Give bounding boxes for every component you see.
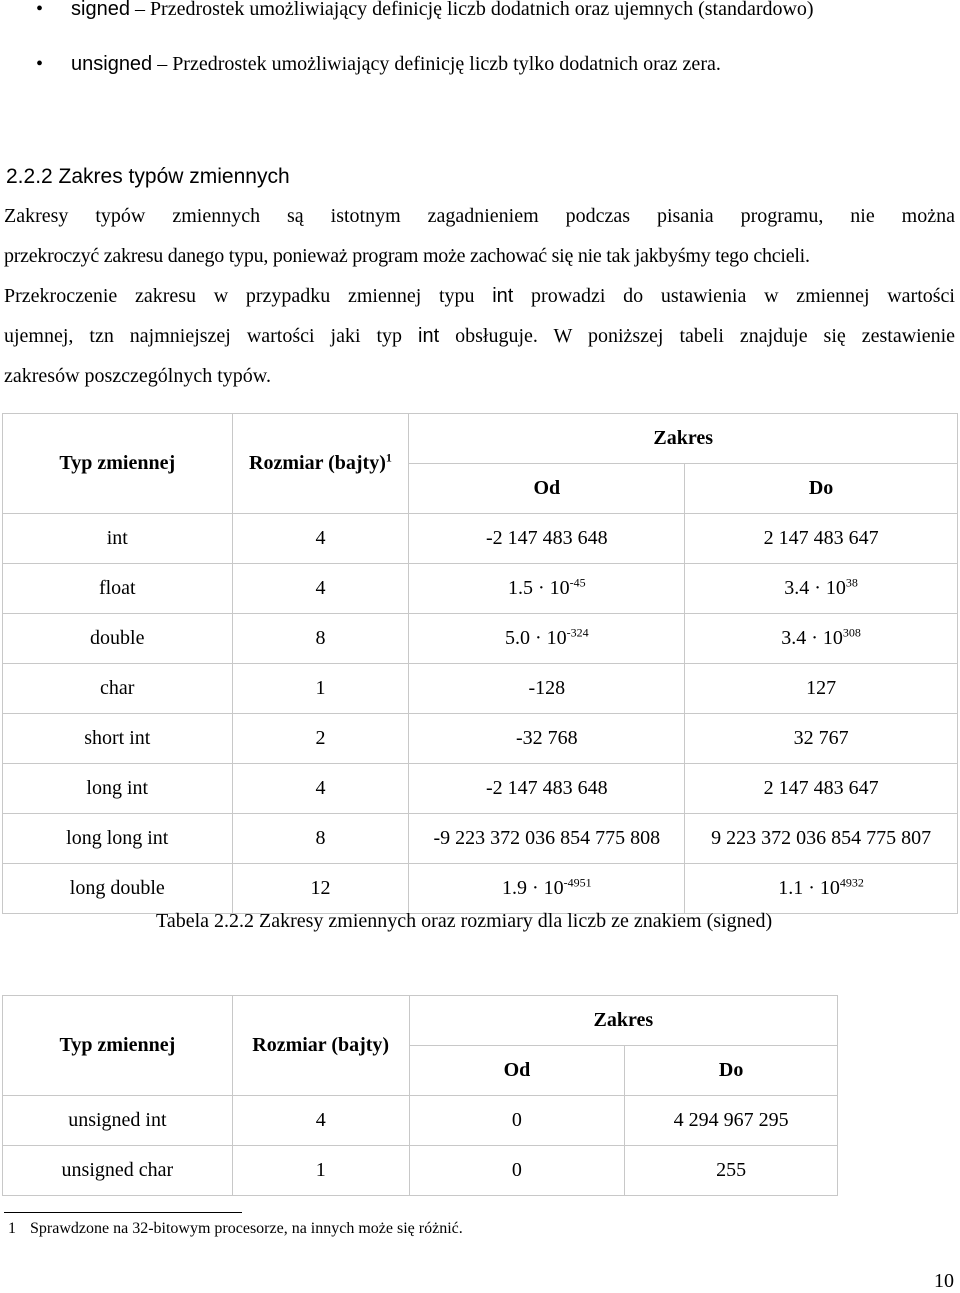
cell-type: long double	[3, 864, 233, 914]
table-row	[3, 614, 958, 664]
exponent: -4951	[563, 875, 592, 890]
cell-from: 0	[409, 1096, 625, 1146]
cell-value: 1.9 · 10	[501, 877, 564, 899]
bullet-item-unsigned	[36, 53, 721, 76]
cell-type: unsigned char	[3, 1146, 233, 1196]
cell-value: -2 147 483 648	[485, 777, 608, 799]
table-row	[3, 714, 958, 764]
exponent: -324	[566, 625, 589, 640]
table-row	[3, 564, 958, 614]
header-size-label: Rozmiar (bajty)	[249, 452, 386, 474]
header-from: Od	[409, 1046, 625, 1096]
cell-size: 12	[232, 864, 409, 914]
text-run: ujemnej, tzn najmniejszej wartości jaki typ	[4, 325, 419, 347]
cell-to: 255	[625, 1146, 838, 1196]
cell-value: 2 147 483 647	[763, 777, 879, 799]
table-row	[3, 864, 958, 914]
table-row	[3, 1146, 838, 1196]
header-size	[232, 414, 409, 514]
cell-from	[409, 564, 685, 614]
header-type: Typ zmiennej	[3, 414, 233, 514]
cell-from: 0	[409, 1146, 625, 1196]
header-to: Do	[625, 1046, 838, 1096]
cell-to	[685, 714, 958, 764]
cell-value: -128	[528, 677, 566, 699]
cell-type: unsigned int	[3, 1096, 233, 1146]
bullet-text: – Przedrostek umożliwiający definicję liczb dodatnich oraz ujemnych (standardowo)	[129, 0, 814, 20]
text-run: prowadzi do ustawienia w zmiennej wartości	[513, 285, 955, 307]
cell-size: 8	[232, 814, 409, 864]
cell-value: -32 768	[515, 727, 578, 749]
cell-value: 127	[806, 677, 837, 699]
paragraph-line: Zakresy typów zmiennych są istotnym zagadnieniem podczas pisania programu, nie można	[4, 205, 955, 227]
section-heading: 2.2.2 Zakres typów zmiennych	[6, 165, 290, 188]
exponent: -45	[569, 575, 586, 590]
cell-type: short int	[3, 714, 233, 764]
table-row	[3, 814, 958, 864]
cell-size: 8	[232, 614, 409, 664]
cell-type: long int	[3, 764, 233, 814]
cell-to: 4 294 967 295	[625, 1096, 838, 1146]
paragraph-line	[4, 316, 955, 356]
unsigned-ranges-table	[2, 995, 838, 1196]
text-run: Przekroczenie zakresu w przypadku zmiennej typu	[4, 285, 493, 307]
header-to: Do	[685, 464, 958, 514]
bullet-marker: •	[36, 53, 44, 75]
header-from: Od	[409, 464, 685, 514]
table-row	[3, 1096, 838, 1146]
footnote	[8, 1220, 463, 1238]
cell-to	[685, 564, 958, 614]
cell-from	[409, 714, 685, 764]
cell-from	[409, 814, 685, 864]
footnote-ref: 1	[385, 450, 392, 465]
bullet-marker: •	[36, 0, 44, 20]
cell-value: 32 767	[793, 727, 849, 749]
footnote-text: Sprawdzone na 32-bitowym procesorze, na innych może się różnić.	[30, 1220, 463, 1237]
cell-value: -2 147 483 648	[485, 527, 608, 549]
cell-to	[685, 864, 958, 914]
cell-size: 4	[232, 1096, 409, 1146]
header-range: Zakres	[409, 414, 958, 464]
inline-code-int: int	[492, 285, 514, 307]
bullet-text: – Przedrostek umożliwiający definicję liczb tylko dodatnich oraz zera.	[152, 53, 721, 75]
table-body	[3, 1096, 838, 1196]
cell-to	[685, 764, 958, 814]
keyword-signed: signed	[71, 0, 130, 20]
cell-from	[409, 764, 685, 814]
bullet-item-signed	[36, 0, 814, 21]
keyword-unsigned: unsigned	[71, 53, 153, 75]
cell-size: 1	[232, 1146, 409, 1196]
exponent: 38	[845, 575, 858, 590]
cell-size: 4	[232, 764, 409, 814]
cell-size: 4	[232, 514, 409, 564]
signed-ranges-table	[2, 413, 958, 914]
cell-from	[409, 614, 685, 664]
cell-type: long long int	[3, 814, 233, 864]
cell-value: 2 147 483 647	[763, 527, 879, 549]
paragraph-line	[4, 276, 955, 316]
cell-type: double	[3, 614, 233, 664]
cell-type: char	[3, 664, 233, 714]
table-row	[3, 514, 958, 564]
cell-value: 9 223 372 036 854 775 807	[711, 827, 932, 849]
paragraph-line: zakresów poszczególnych typów.	[4, 365, 271, 387]
cell-to	[685, 814, 958, 864]
cell-type: int	[3, 514, 233, 564]
cell-to	[685, 664, 958, 714]
cell-size: 4	[232, 564, 409, 614]
cell-value: 5.0 · 10	[504, 627, 567, 649]
exponent: 4932	[839, 875, 864, 890]
table-body	[3, 514, 958, 914]
paragraph-line: przekroczyć zakresu danego typu, ponieważ program może zachować się nie tak jakbyśmy tego chcieli.	[4, 245, 810, 267]
text-run: obsługuje. W poniższej tabeli znajduje się zestawienie	[439, 325, 956, 347]
footnote-separator	[4, 1212, 242, 1213]
cell-size: 2	[232, 714, 409, 764]
table-row	[3, 764, 958, 814]
inline-code-int: int	[418, 325, 440, 347]
cell-from	[409, 864, 685, 914]
cell-value: 1.1 · 10	[778, 877, 840, 899]
cell-to	[685, 514, 958, 564]
header-size: Rozmiar (bajty)	[232, 996, 409, 1096]
table-caption: Tabela 2.2.2 Zakresy zmiennych oraz rozmiary dla liczb ze znakiem (signed)	[156, 910, 773, 932]
cell-value: -9 223 372 036 854 775 808	[433, 827, 661, 849]
cell-from	[409, 514, 685, 564]
exponent: 308	[842, 625, 861, 640]
cell-value: 3.4 · 10	[784, 577, 846, 599]
header-range: Zakres	[409, 996, 837, 1046]
table-row	[3, 664, 958, 714]
header-type: Typ zmiennej	[3, 996, 233, 1096]
section-paragraph	[4, 196, 955, 396]
cell-type: float	[3, 564, 233, 614]
cell-value: 3.4 · 10	[781, 627, 843, 649]
cell-value: 1.5 · 10	[507, 577, 570, 599]
page-number: 10	[934, 1270, 954, 1292]
footnote-number: 1	[8, 1220, 16, 1237]
cell-size: 1	[232, 664, 409, 714]
cell-from	[409, 664, 685, 714]
cell-to	[685, 614, 958, 664]
